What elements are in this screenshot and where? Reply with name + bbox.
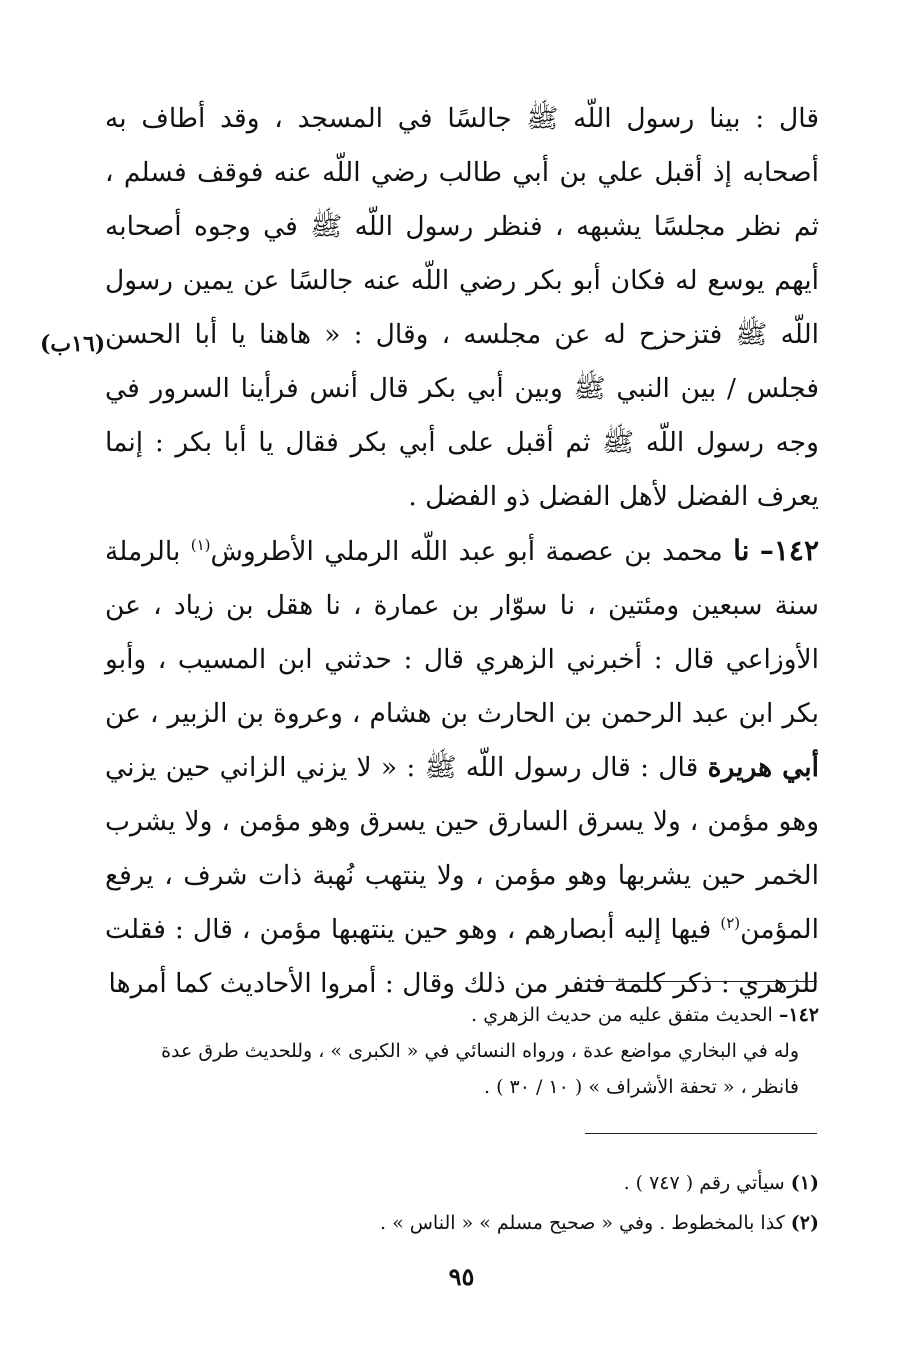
footnote-1 bbox=[100, 1163, 819, 1203]
commentary-line bbox=[100, 997, 819, 1033]
hadith-number: ١٤٢– bbox=[759, 534, 819, 567]
text-line: له عن مجلسه ، وقال : « هاهنا يا أبا الحسن فجلس / بين النبي ﷺ bbox=[105, 319, 819, 404]
divider bbox=[585, 1133, 817, 1134]
hadith-opening: نا bbox=[733, 534, 750, 567]
footnote-text: سيأتي رقم ( ٧٤٧ ) . bbox=[623, 1172, 785, 1194]
text-line: فكان أبو بكر رضي اللّه عنه جالسًا عن يمين رسول اللّه ﷺ فتزحزح bbox=[105, 265, 820, 350]
hadith-narrator-companion: أبي هريرة bbox=[707, 752, 819, 783]
hadith-text: فيها إليه أبصارهم ، وهو حين ينتهبها مؤمن ، قال : فقلت للزهري : ذكر كلمة فنفر من ذلك وقال : أمروا الأحاديث كما أمرها bbox=[105, 914, 819, 999]
commentary-number: ١٤٢– bbox=[778, 1004, 819, 1026]
editor-commentary bbox=[100, 997, 819, 1105]
footnotes bbox=[100, 1163, 819, 1243]
main-text bbox=[105, 92, 819, 1011]
text-line: قال : بينا رسول اللّه ﷺ جالسًا في المسجد ، وقد أطاف به أصحابه bbox=[105, 103, 819, 188]
footnote-text: كذا بالمخطوط . وفي « صحيح مسلم » « الناس » . bbox=[380, 1212, 785, 1234]
commentary-text: الحديث متفق عليه من حديث الزهري . bbox=[471, 1004, 773, 1026]
commentary-line: فانظر ، « تحفة الأشراف » ( ١٠ / ٣٠ ) . bbox=[483, 1076, 799, 1098]
paragraph-continuation bbox=[105, 92, 819, 524]
page-number: ٩٥ bbox=[448, 1262, 475, 1291]
hadith-text: قال : قال رسول اللّه ﷺ : « لا يزني الزاني حين يزني وهو مؤمن ، ولا يسرق السارق حين يسرق وهو مؤمن ، ولا يشرب الخمر حين يشربها وهو مؤمن ، ولا ينتهب نُهبة ذات شرف ، يرفع المؤمن bbox=[105, 752, 819, 945]
text-line: مجلسًا يشبهه ، فنظر رسول اللّه ﷺ في وجوه أصحابه أيهم يوسع له bbox=[105, 211, 819, 296]
text-line: الفضل . bbox=[408, 481, 498, 512]
text-line: إذ أقبل علي بن أبي طالب رضي اللّه عنه فوقف فسلم ، ثم نظر bbox=[105, 157, 819, 242]
hadith-paragraph bbox=[105, 524, 819, 1011]
hadith-text: بالرملة سنة سبعين ومئتين ، نا سوّار بن عمارة ، نا هقل بن زياد ، عن الأوزاعي قال : أخبرني الزهري قال : حدثني ابن المسيب ، وأبو بكر ابن عبد الرحمن بن الحارث بن هشام ، وعروة بن الزبير ، عن bbox=[105, 536, 819, 729]
footnote-ref-1[interactable]: (١) bbox=[190, 536, 211, 555]
text-line: على أبي بكر فقال يا أبا بكر : إنما يعرف الفضل لأهل الفضل ذو bbox=[105, 427, 819, 512]
divider bbox=[585, 981, 817, 982]
commentary-line: وله في البخاري مواضع عدة ، ورواه النسائي في « الكبرى » ، وللحديث طرق عدة bbox=[161, 1040, 799, 1062]
footnote-ref-2[interactable]: (٢) bbox=[720, 914, 741, 933]
manuscript-folio-marker: (١٦ب) bbox=[40, 331, 106, 357]
text-line: وبين أبي بكر قال أنس فرأينا السرور في وجه رسول اللّه ﷺ ثم أقبل bbox=[105, 373, 819, 458]
footnote-marker: (١) bbox=[790, 1172, 819, 1194]
footnote-2 bbox=[100, 1203, 819, 1243]
hadith-narrator: محمد بن عصمة أبو عبد اللّه الرملي الأطروش bbox=[210, 536, 723, 567]
footnote-marker: (٢) bbox=[790, 1212, 819, 1234]
